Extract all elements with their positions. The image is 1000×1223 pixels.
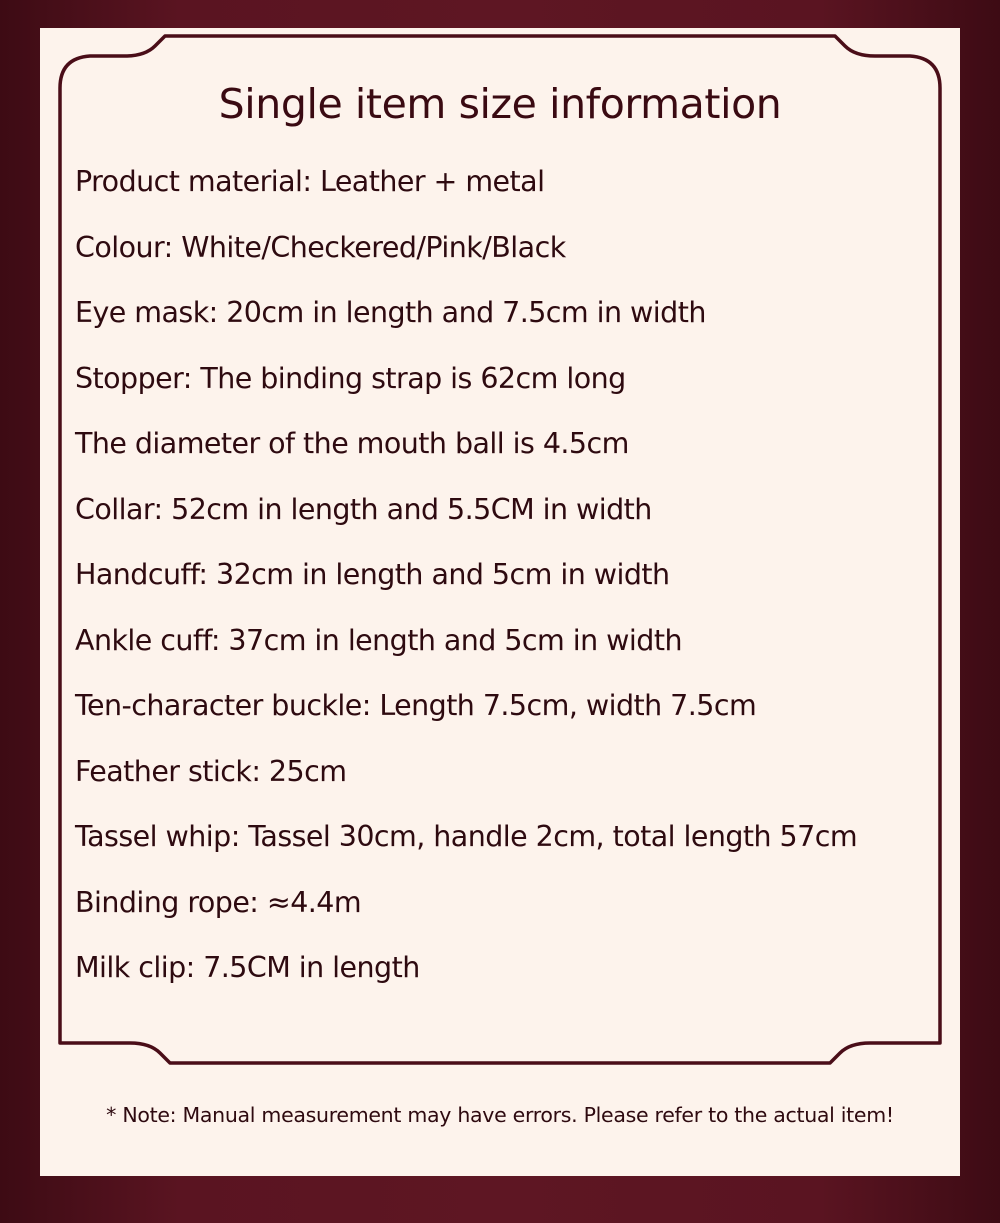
spec-list <box>40 165 960 984</box>
list-item: The diameter of the mouth ball is 4.5cm <box>75 427 629 460</box>
list-item: Tassel whip: Tassel 30cm, handle 2cm, total length 57cm <box>75 820 858 853</box>
list-item: Ankle cuff: 37cm in length and 5cm in width <box>75 623 682 657</box>
list-item: Collar: 52cm in length and 5.5CM in width <box>75 492 652 526</box>
list-item: Colour: White/Checkered/Pink/Black <box>75 230 566 264</box>
list-item: Feather stick: 25cm <box>75 754 347 788</box>
list-item: Ten-character buckle: Length 7.5cm, width 7.5cm <box>75 689 757 722</box>
list-item: Stopper: The binding strap is 62cm long <box>75 361 626 395</box>
list-item: Product material: Leather + metal <box>75 165 545 198</box>
page-title: Single item size information <box>218 80 782 128</box>
disclaimer-note: * Note: Manual measurement may have errors. Please refer to the actual item! <box>106 1103 894 1127</box>
list-item: Eye mask: 20cm in length and 7.5cm in width <box>75 296 706 329</box>
list-item: Handcuff: 32cm in length and 5cm in width <box>75 558 670 591</box>
list-item: Binding rope: ≈4.4m <box>75 885 362 919</box>
card-content <box>40 28 960 1176</box>
list-item: Milk clip: 7.5CM in length <box>75 951 420 984</box>
